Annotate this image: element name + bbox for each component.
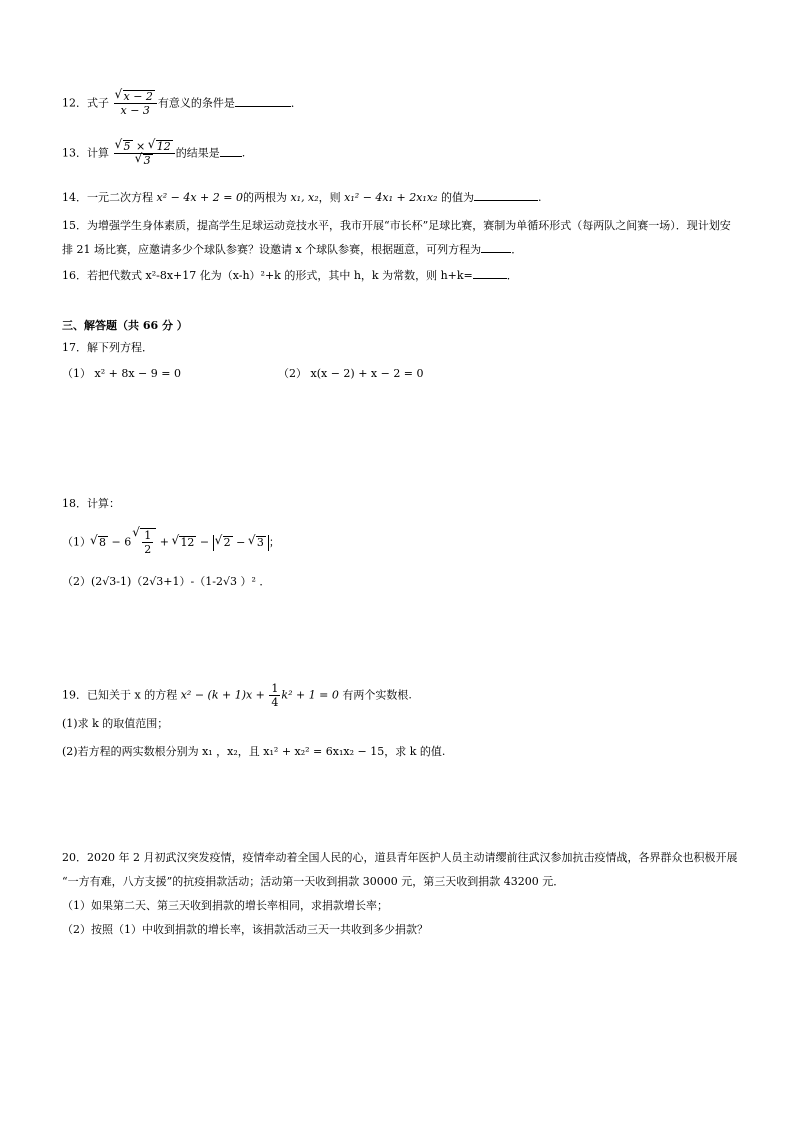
- question-text: 计算: [87, 146, 109, 160]
- question-18-title: 18．计算：: [62, 497, 120, 510]
- absolute-value: √ 2 − √ 3: [213, 535, 269, 551]
- question-number: 13．: [62, 146, 87, 160]
- equation: x² − 4x + 2 = 0: [156, 191, 243, 204]
- answer-blank[interactable]: [220, 146, 242, 157]
- answer-blank[interactable]: [235, 96, 291, 107]
- question-17-part-1: （1） x² + 8x − 9 = 0: [62, 367, 181, 380]
- question-18-part-1: （1）√ 8 − 6 √ $\frac{1}{2}$ + √ 12 − √ 2 − √ 3 ；: [62, 528, 280, 556]
- question-20-part-2: （2）按照（1）中收到捐款的增长率，该捐款活动三天一共收到多少捐款？: [62, 923, 428, 936]
- answer-blank[interactable]: [473, 268, 507, 279]
- question-20-line-2: “一方有难，八方支援”的抗疫捐款活动；活动第一天收到捐款 30000 元，第三天收到捐款 43200 元．: [62, 875, 565, 888]
- question-20-line-1: 20．2020 年 2 月初武汉突发疫情，疫情牵动着全国人民的心，道县青年医护人员主动请缨前往武汉参加抗击疫情战，各界群众也积极开展: [62, 851, 738, 864]
- question-number: 12．: [62, 96, 87, 110]
- fraction: √ $\frac{x - 2}{x - 3}$: [114, 90, 157, 117]
- answer-blank[interactable]: [481, 242, 511, 253]
- question-text: 式子: [87, 96, 109, 110]
- question-number: 14．: [62, 191, 87, 204]
- section-3-title: 三、解答题（共 66 分 ）: [62, 319, 188, 332]
- question-19-part-1: (1)求 k 的取值范围；: [62, 717, 169, 730]
- question-16: 16．若把代数式 x²-8x+17 化为（x-h）²+k 的形式，其中 h，k 为常数，则 h+k= ．: [62, 269, 518, 282]
- fraction: √ 5 × √ 12 √ 3: [114, 140, 175, 167]
- question-19-title: 19．已知关于 x 的方程 x² − (k + 1)x + $\frac{1}{4}$ k² + 1 = 0 有两个实数根.: [62, 682, 412, 709]
- question-text: 的结果是: [175, 146, 220, 160]
- question-20-part-1: （1）如果第二天、第三天收到捐款的增长率相同，求捐款增长率；: [62, 899, 388, 912]
- question-14: 14．一元二次方程 x² − 4x + 2 = 0的两根为 x₁, x₂，则 x₁² − 4x₁ + 2x₁x₂ 的值为 .: [62, 191, 542, 204]
- question-18-part-2: （2）(2√3-1)（2√3+1）-（1-2√3 ）² ．: [62, 575, 271, 588]
- question-text: 有意义的条件是: [157, 96, 235, 110]
- question-17-title: 17．解下列方程．: [62, 341, 153, 354]
- expression: x₁² − 4x₁ + 2x₁x₂: [340, 191, 441, 204]
- sqrt: √ x − 2: [123, 90, 155, 103]
- question-15-line-1: 15．为增强学生身体素质，提高学生足球运动竞技水平，我市开展“市长杯”足球比赛，赛制为单循环形式（每两队之间赛一场）．现计划安: [62, 219, 731, 232]
- question-13: 13．计算 √ 5 × √ 12 √ 3 的结果是 .: [62, 140, 245, 167]
- question-17-part-2: （2） x(x − 2) + x − 2 = 0: [278, 367, 424, 380]
- question-15-line-2: 排 21 场比赛，应邀请多少个球队参赛？设邀请 x 个球队参赛，根据题意，可列方程为 ．: [62, 243, 523, 256]
- question-12: 12．式子 √ $\frac{x - 2}{x - 3}$ 有意义的条件是 ．: [62, 90, 302, 117]
- answer-blank[interactable]: [474, 190, 538, 201]
- question-19-part-2: (2)若方程的两实数根分别为 x₁ ，x₂，且 x₁² + x₂² = 6x₁x₂ − 15，求 k 的值.: [62, 745, 446, 758]
